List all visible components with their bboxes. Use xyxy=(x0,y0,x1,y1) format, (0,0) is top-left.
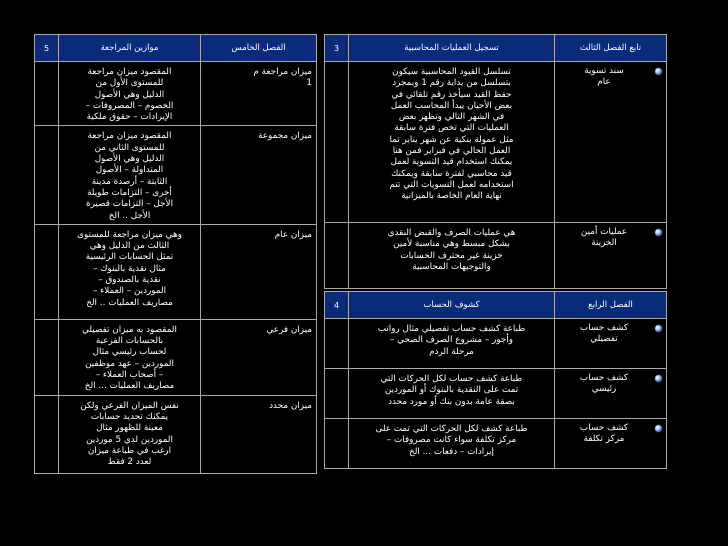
row-name: ميزان محدد xyxy=(201,395,317,473)
bullet-icon xyxy=(655,375,662,382)
row-spacer xyxy=(325,223,349,289)
row-name-label: كشف حساب رئيسي xyxy=(579,373,629,395)
row-description: وهي ميزان مراجعة للمستوى الثالث من الدليل وهي تمثل الحسابات الرئيسية مثال نقدية بالبنوك – نقدية بالصندوق – الموردين – العملاء – مصاريف العمليات .. الخ xyxy=(59,224,201,319)
row-name xyxy=(555,319,667,369)
bullet-icon xyxy=(655,229,662,236)
row-spacer xyxy=(325,319,349,369)
row-description: هي عمليات الصرف والقبض النقدي بشكل مبسط وهي مناسبة لأمين خزينة غير محترف الحسابات والتوجيهات المحاسبية xyxy=(349,223,555,289)
row-spacer xyxy=(35,319,59,395)
table-row xyxy=(325,223,667,289)
row-description: نفس الميزان الفرعي ولكن يمكنك تحديد حسابات معينة للظهور مثال الموردين لدي 5 موردين ارغب في طباعة ميزان لعدد 2 فقط xyxy=(59,395,201,473)
chapter-number: 3 xyxy=(325,35,349,62)
table-row xyxy=(325,319,667,369)
chapter-number: 4 xyxy=(325,292,349,319)
row-description: طباعة كشف حساب لكل الحركات التي تمت على النقدية بالبنوك أو الموردين بصفة عامة بدون بنك أو مورد محدد xyxy=(349,369,555,419)
row-name-label: عمليات أمين الخزينة xyxy=(580,227,628,249)
row-name xyxy=(555,419,667,469)
row-name xyxy=(555,62,667,223)
row-description: تسلسل القيود المحاسبية سيكون بتسلسل من بداية رقم 1 وبمجرد حفظ القيد سيأخذ رقم تلقائي في بعض الأحيان يبدأ المحاسب العمل في الشهر التالي وتظهر بعض العمليات التي تخص فترة سابقة مثل عمولة بنكية عن شهر يناير تما العمل الحالي في فبراير فمن هنا يمكنك استخدام قيد التسوية لعمل قيد محاسبي لفترة سابقة ويمكنك استخدامه لعمل التسويات التي تتم نهاية العام الخاصة بالميزانية xyxy=(349,62,555,223)
chapter-three-header-row xyxy=(325,35,667,62)
row-spacer xyxy=(35,224,59,319)
bullet-icon xyxy=(655,68,662,75)
row-name: ميزان مجموعة xyxy=(201,126,317,224)
column-header-description: كشوف الحساب xyxy=(349,292,555,319)
bullet-icon xyxy=(655,325,662,332)
row-name: ميزان مراجعة م 1 xyxy=(201,62,317,126)
column-header-chapter-title: تابع الفصل الثالث xyxy=(555,35,667,62)
row-description: طباعة كشف لكل الحركات التي تمت على مركز تكلفة سواء كانت مصروفات – إيرادات – دفعات ... الخ xyxy=(349,419,555,469)
row-name-label: كشف حساب تفصيلي xyxy=(579,323,629,345)
row-name-label: سند تسوية عام xyxy=(584,66,624,88)
row-spacer xyxy=(325,419,349,469)
row-description: المقصود ميزان مراجعة للمستوى الأول من الدليل وهي الأصول الخصوم – المصروفات – الإيرادات – حقوق ملكية xyxy=(59,62,201,126)
row-spacer xyxy=(35,62,59,126)
table-row xyxy=(35,224,317,319)
row-description: المقصود ميزان مراجعة للمستوى الثاني من الدليل وهي الأصول المتداولة – الأصول الثابتة – أرصدة مدينة أخرى – التزامات طويلة الأجل – التزامات قصيرة الأجل .. الخ xyxy=(59,126,201,224)
table-row xyxy=(35,395,317,473)
bullet-icon xyxy=(655,425,662,432)
row-description: المقصود به ميزان تفصيلي بالحسابات الفرعية لحساب رئيسي مثال الموردين – عهد موظفين – أصحاب العملاء – مصاريف العمليات ... الخ xyxy=(59,319,201,395)
chapter-four-header-row xyxy=(325,292,667,319)
table-row xyxy=(35,126,317,224)
table-row xyxy=(325,419,667,469)
table-row xyxy=(325,369,667,419)
row-description: طباعة كشف حساب تفصيلي مثال رواتب وأجور – مشروع الصرف الصحي – مرحلة الردم xyxy=(349,319,555,369)
row-name xyxy=(555,369,667,419)
row-spacer xyxy=(325,62,349,223)
chapter-four-table xyxy=(324,291,667,469)
column-header-description: موازين المراجعة xyxy=(59,35,201,62)
row-spacer xyxy=(35,395,59,473)
table-row xyxy=(325,62,667,223)
row-name: ميزان فرعي xyxy=(201,319,317,395)
column-header-chapter-title: الفصل الرابع xyxy=(555,292,667,319)
table-row xyxy=(35,319,317,395)
chapter-five-header-row xyxy=(35,35,317,62)
row-spacer xyxy=(35,126,59,224)
row-spacer xyxy=(325,369,349,419)
chapter-three-continued-table xyxy=(324,34,667,289)
row-name: ميزان عام xyxy=(201,224,317,319)
chapter-five-table xyxy=(34,34,317,474)
column-header-description: تسجيل العمليات المحاسبية xyxy=(349,35,555,62)
row-name-label: كشف حساب مركز تكلفة xyxy=(579,423,629,445)
column-header-chapter-title: الفصل الخامس xyxy=(201,35,317,62)
chapter-number: 5 xyxy=(35,35,59,62)
row-name xyxy=(555,223,667,289)
table-row xyxy=(35,62,317,126)
